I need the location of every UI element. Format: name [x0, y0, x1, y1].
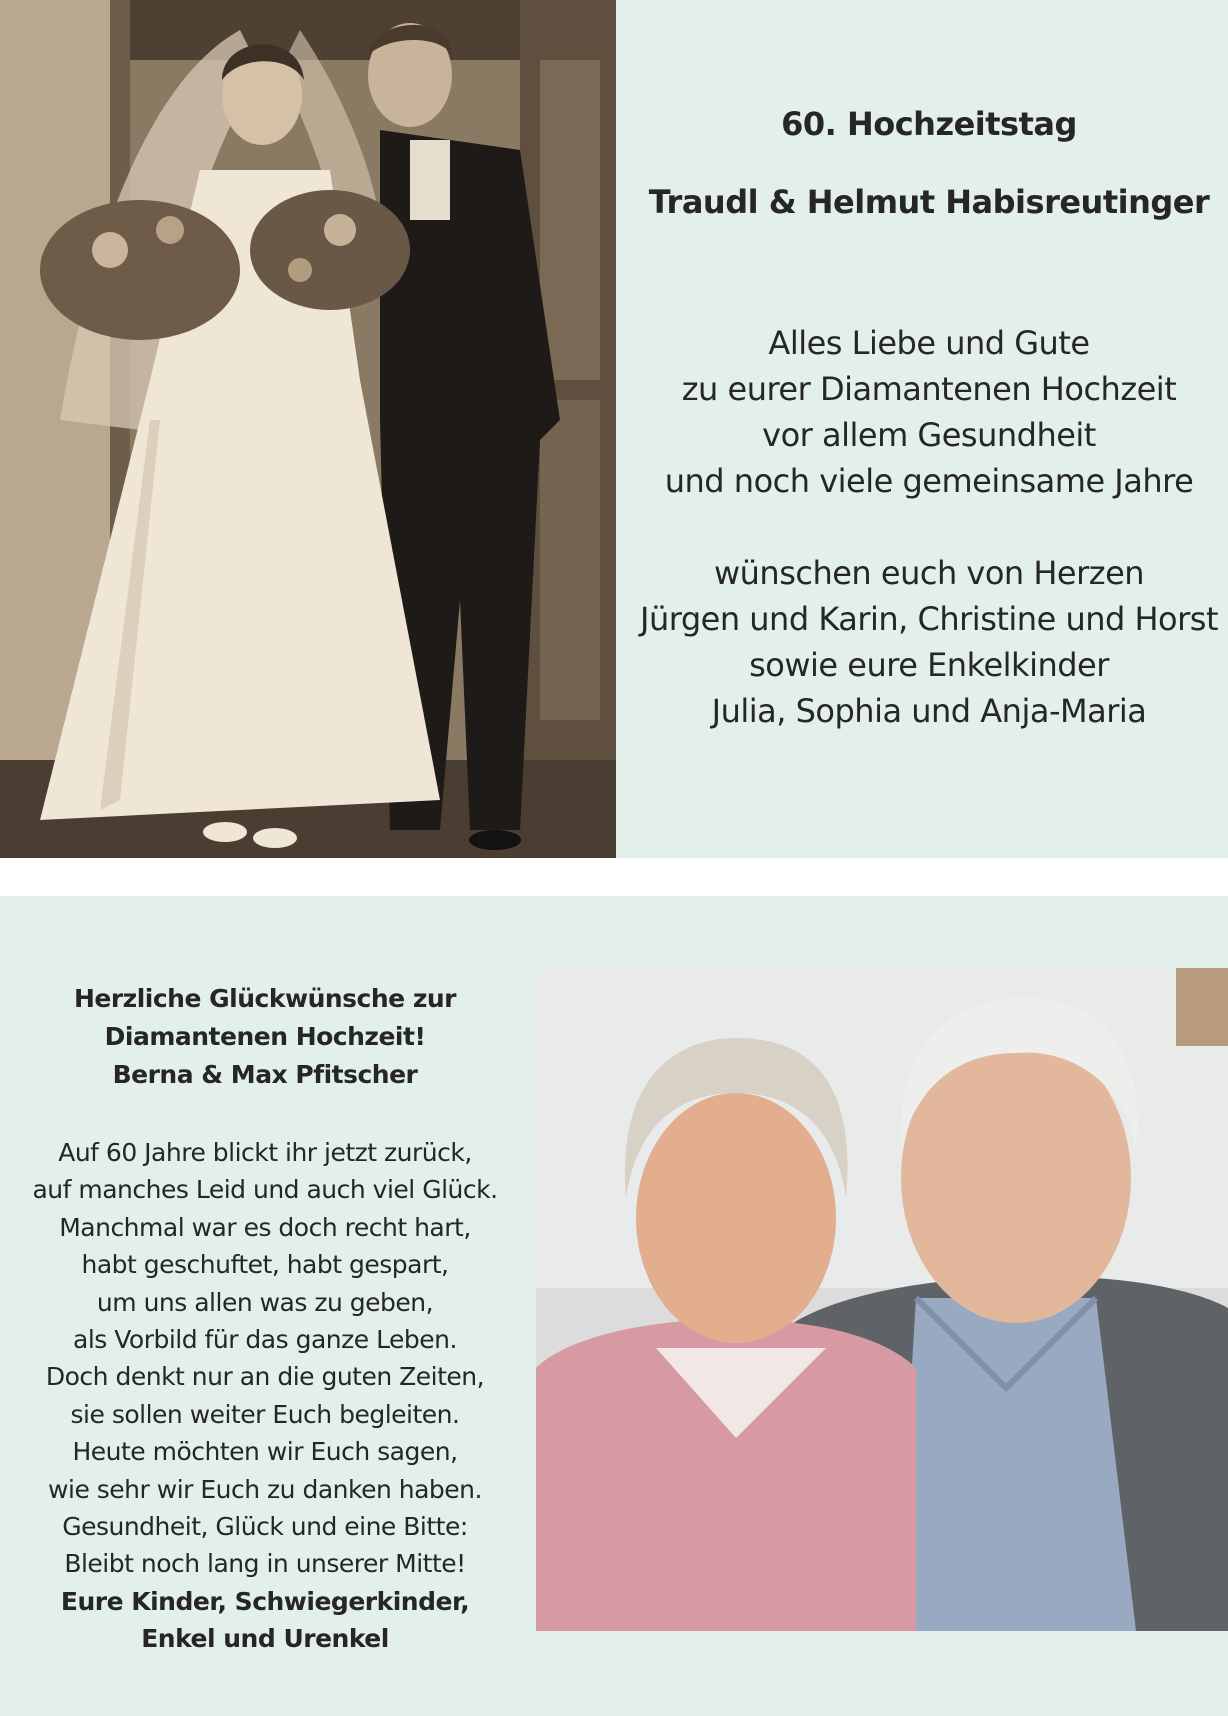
- wish-line: zu eurer Diamantenen Hochzeit: [681, 370, 1177, 408]
- poem-line: Bleibt noch lang in unserer Mitte!: [64, 1549, 466, 1579]
- wish-line: und noch viele gemeinsame Jahre: [664, 462, 1194, 500]
- couple-names: Traudl & Helmut Habisreutinger: [648, 183, 1210, 221]
- announcement-pfitscher: [0, 896, 1228, 1716]
- poem-line: wie sehr wir Euch zu danken haben.: [48, 1474, 482, 1504]
- from-line: Jürgen und Karin, Christine und Horst: [640, 600, 1218, 638]
- from-line: wünschen euch von Herzen: [713, 554, 1145, 592]
- from-line: sowie eure Enkelkinder: [749, 646, 1109, 684]
- greeting-heading-line: Berna & Max Pfitscher: [112, 1060, 418, 1089]
- poem-line: Auf 60 Jahre blickt ihr jetzt zurück,: [58, 1138, 472, 1167]
- poem-line: sie sollen weiter Euch begleiten.: [70, 1399, 460, 1429]
- greeting-heading-line: Herzliche Glückwünsche zur: [73, 984, 457, 1013]
- couple-portrait-illustration: [536, 968, 1228, 1631]
- signature-line: Eure Kinder, Schwiegerkinder,: [60, 1586, 470, 1616]
- signature-line: Enkel und Urenkel: [141, 1624, 389, 1654]
- announcement-text-2: [0, 980, 530, 1658]
- poem-line: Manchmal war es doch recht hart,: [59, 1212, 471, 1242]
- poem-line: Heute möchten wir Euch sagen,: [72, 1437, 458, 1467]
- wedding-photo-sepia: [0, 0, 616, 858]
- poem-line: Gesundheit, Glück und eine Bitte:: [62, 1512, 468, 1542]
- poem-line: als Vorbild für das ganze Leben.: [73, 1325, 457, 1355]
- from-line: Julia, Sophia und Anja-Maria: [711, 692, 1147, 730]
- wish-line: vor allem Gesundheit: [762, 416, 1096, 454]
- poem-line: um uns allen was zu geben,: [96, 1287, 434, 1317]
- greeting-heading-line: Diamantenen Hochzeit!: [104, 1022, 426, 1051]
- poem-line: Doch denkt nur an die guten Zeiten,: [45, 1362, 485, 1392]
- anniversary-title: 60. Hochzeitstag: [781, 105, 1077, 143]
- poem-line: habt geschuftet, habt gespart,: [81, 1250, 449, 1280]
- wish-line: Alles Liebe und Gute: [768, 324, 1090, 362]
- wedding-photo-illustration: [0, 0, 616, 858]
- poem-line: auf manches Leid und auch viel Glück.: [32, 1175, 498, 1205]
- couple-portrait-photo: [536, 968, 1228, 1631]
- announcement-text-1: [630, 104, 1228, 734]
